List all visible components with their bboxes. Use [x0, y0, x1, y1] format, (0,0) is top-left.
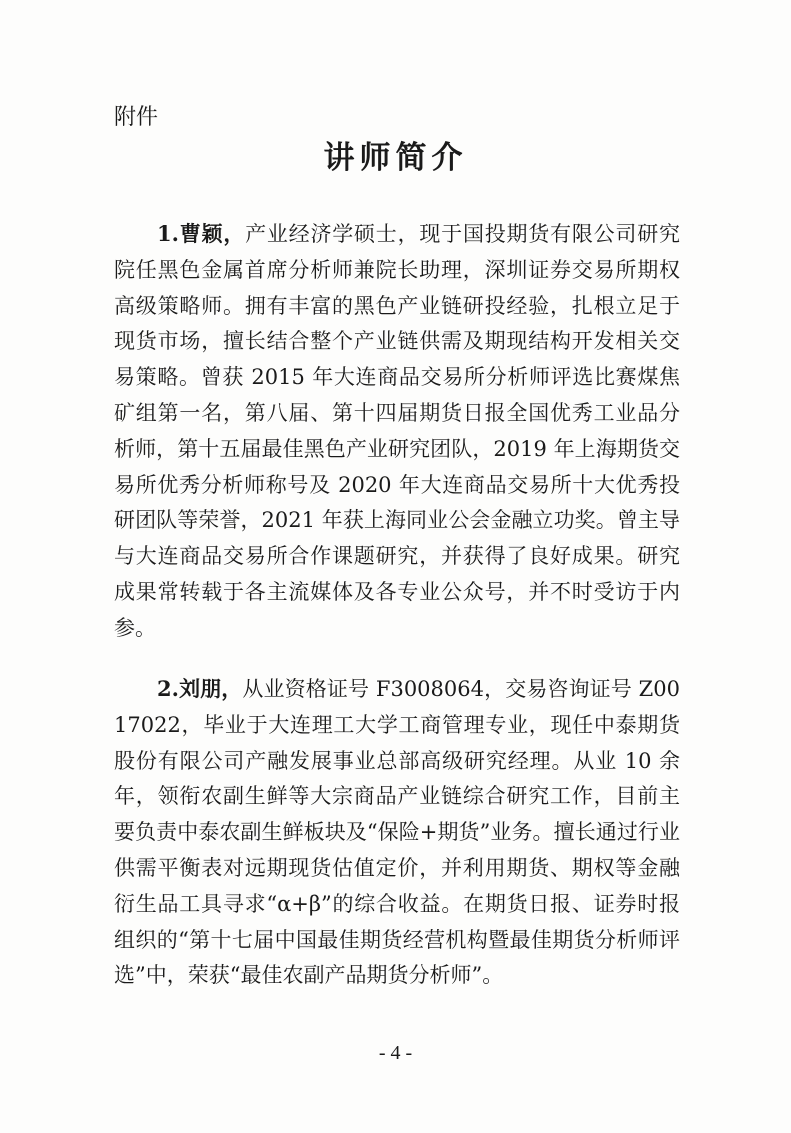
instructor-bio-text: 从业资格证号 F3008064，交易咨询证号 Z0017022，毕业于大连理工大学工商管理专业，现任中泰期货股份有限公司产融发展事业总部高级研究经理。从业 10 余年，领衔农副生鲜等大宗商品产业链综合研究工作，目前主要负责中泰农副生鲜板块及“保险+期货”业务。擅长通过行业供需平衡表对远期现货估值定价，并利用期货、期权等金融衍生品工具寻求“α+β”的综合收益。在期货日报、证券时报组织的“第十七届中国最佳期货经营机构暨最佳期货分析师评选”中，荣获“最佳农副产品期货分析师”。: [114, 677, 680, 988]
attachment-label: 附件: [114, 105, 159, 130]
instructor-bio-paragraph: [114, 216, 680, 647]
page-title: 讲师简介: [323, 140, 468, 176]
page-number: - 4 -: [378, 1042, 413, 1064]
instructor-name-lead: 1.曹颖，: [157, 221, 246, 246]
instructor-bio-text: 产业经济学硕士，现于国投期货有限公司研究院任黑色金属首席分析师兼院长助理，深圳证券交易所期权高级策略师。拥有丰富的黑色产业链研投经验，扎根立足于现货市场，擅长结合整个产业链供需及期现结构开发相关交易策略。曾获 2015 年大连商品交易所分析师评选比赛煤焦矿组第一名，第八届、第十四届期货日报全国优秀工业品分析师，第十五届最佳黑色产业研究团队，2019 年上海期货交易所优秀分析师称号及 2020 年大连商品交易所十大优秀投研团队等荣誉，2021 年获上海同业公会金融立功奖。曾主导与大连商品交易所合作课题研究，并获得了良好成果。研究成果常转载于各主流媒体及各专业公众号，并不时受访于内参。: [114, 222, 680, 640]
instructor-name-lead: 2.刘朋，: [157, 676, 243, 701]
instructor-bio-paragraph: [114, 671, 680, 994]
